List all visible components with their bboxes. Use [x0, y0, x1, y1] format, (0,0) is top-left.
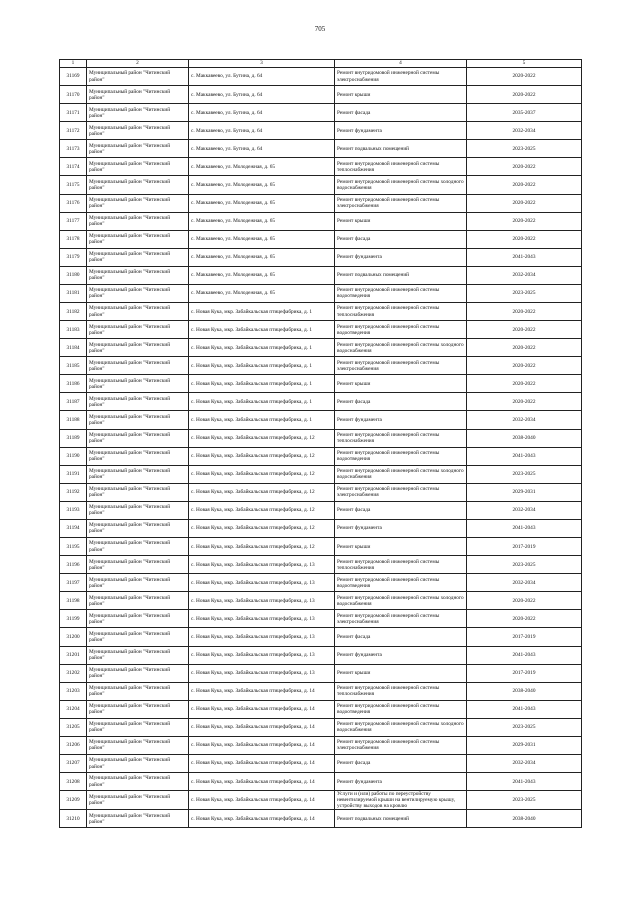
table-row — [60, 646, 582, 664]
district-cell: Муниципальный район "Читинский район" — [87, 429, 189, 447]
years-cell: 2041-2043 — [467, 447, 582, 465]
work-type-cell: Ремонт подвальных помещений — [335, 140, 467, 158]
address-cell: с. Маккавеево, ул. Молодежная, д. 65 — [189, 248, 335, 266]
table-row — [60, 682, 582, 700]
years-cell: 2032-2034 — [467, 501, 582, 519]
column-header-4: 4 — [335, 60, 467, 68]
table-row — [60, 429, 582, 447]
address-cell: с. Новая Кука, мкр. Забайкальская птицефабрика, д. 14 — [189, 700, 335, 718]
table-row — [60, 700, 582, 718]
column-header-5: 5 — [467, 60, 582, 68]
address-cell: с. Новая Кука, мкр. Забайкальская птицефабрика, д. 13 — [189, 628, 335, 646]
row-number-cell: 31172 — [60, 122, 87, 140]
address-cell: с. Маккавеево, ул. Молодежная, д. 65 — [189, 230, 335, 248]
row-number-cell: 31198 — [60, 592, 87, 610]
district-cell: Муниципальный район "Читинский район" — [87, 574, 189, 592]
table-row — [60, 556, 582, 574]
address-cell: с. Новая Кука, мкр. Забайкальская птицефабрика, д. 1 — [189, 321, 335, 339]
table-body — [60, 68, 582, 828]
address-cell: с. Маккавеево, ул. Молодежная, д. 65 — [189, 176, 335, 194]
address-cell: с. Новая Кука, мкр. Забайкальская птицефабрика, д. 13 — [189, 610, 335, 628]
work-type-cell: Ремонт внутридомовой инженерной системы теплоснабжения — [335, 429, 467, 447]
work-type-cell: Ремонт внутридомовой инженерной системы холодного водоснабжения — [335, 339, 467, 357]
work-type-cell: Ремонт внутридомовой инженерной системы водоотведения — [335, 574, 467, 592]
address-cell: с. Новая Кука, мкр. Забайкальская птицефабрика, д. 1 — [189, 393, 335, 411]
column-header-2: 2 — [87, 60, 189, 68]
work-type-cell: Ремонт крыши — [335, 86, 467, 104]
work-type-cell: Ремонт внутридомовой инженерной системы холодного водоснабжения — [335, 176, 467, 194]
address-cell: с. Маккавеево, ул. Молодежная, д. 65 — [189, 212, 335, 230]
row-number-cell: 31192 — [60, 483, 87, 501]
years-cell: 2020-2022 — [467, 339, 582, 357]
address-cell: с. Новая Кука, мкр. Забайкальская птицефабрика, д. 1 — [189, 303, 335, 321]
work-type-cell: Ремонт внутридомовой инженерной системы теплоснабжения — [335, 682, 467, 700]
row-number-cell: 31171 — [60, 104, 87, 122]
years-cell: 2020-2022 — [467, 357, 582, 375]
column-header-3: 3 — [189, 60, 335, 68]
address-cell: с. Маккавеево, ул. Бутина, д. 64 — [189, 68, 335, 86]
district-cell: Муниципальный район "Читинский район" — [87, 810, 189, 828]
years-cell: 2017-2019 — [467, 538, 582, 556]
row-number-cell: 31196 — [60, 556, 87, 574]
years-cell: 2032-2034 — [467, 122, 582, 140]
years-cell: 2029-2031 — [467, 736, 582, 754]
years-cell: 2041-2043 — [467, 519, 582, 537]
work-type-cell: Ремонт внутридомовой инженерной системы теплоснабжения — [335, 303, 467, 321]
work-type-cell: Ремонт внутридомовой инженерной системы водоотведения — [335, 447, 467, 465]
address-cell: с. Новая Кука, мкр. Забайкальская птицефабрика, д. 12 — [189, 519, 335, 537]
table-row — [60, 104, 582, 122]
address-cell: с. Новая Кука, мкр. Забайкальская птицефабрика, д. 12 — [189, 447, 335, 465]
row-number-cell: 31202 — [60, 664, 87, 682]
district-cell: Муниципальный район "Читинский район" — [87, 284, 189, 302]
district-cell: Муниципальный район "Читинский район" — [87, 266, 189, 284]
table-row — [60, 248, 582, 266]
years-cell: 2020-2022 — [467, 303, 582, 321]
years-cell: 2038-2040 — [467, 682, 582, 700]
table-row — [60, 483, 582, 501]
table-row — [60, 664, 582, 682]
district-cell: Муниципальный район "Читинский район" — [87, 556, 189, 574]
district-cell: Муниципальный район "Читинский район" — [87, 592, 189, 610]
row-number-cell: 31179 — [60, 248, 87, 266]
row-number-cell: 31184 — [60, 339, 87, 357]
years-cell: 2023-2025 — [467, 465, 582, 483]
work-type-cell: Ремонт внутридомовой инженерной системы электроснабжения — [335, 483, 467, 501]
row-number-cell: 31174 — [60, 158, 87, 176]
table-row — [60, 230, 582, 248]
address-cell: с. Новая Кука, мкр. Забайкальская птицефабрика, д. 13 — [189, 664, 335, 682]
years-cell: 2023-2025 — [467, 718, 582, 736]
work-type-cell: Ремонт фундамента — [335, 122, 467, 140]
district-cell: Муниципальный район "Читинский район" — [87, 447, 189, 465]
repair-schedule-table — [59, 59, 582, 828]
address-cell: с. Маккавеево, ул. Бутина, д. 64 — [189, 122, 335, 140]
address-cell: с. Новая Кука, мкр. Забайкальская птицефабрика, д. 13 — [189, 556, 335, 574]
years-cell: 2020-2022 — [467, 158, 582, 176]
years-cell: 2023-2025 — [467, 556, 582, 574]
work-type-cell: Ремонт крыши — [335, 664, 467, 682]
district-cell: Муниципальный район "Читинский район" — [87, 86, 189, 104]
years-cell: 2020-2022 — [467, 68, 582, 86]
row-number-cell: 31188 — [60, 411, 87, 429]
row-number-cell: 31183 — [60, 321, 87, 339]
address-cell: с. Новая Кука, мкр. Забайкальская птицефабрика, д. 14 — [189, 736, 335, 754]
work-type-cell: Ремонт крыши — [335, 375, 467, 393]
years-cell: 2017-2019 — [467, 664, 582, 682]
work-type-cell: Ремонт фундамента — [335, 646, 467, 664]
row-number-cell: 31194 — [60, 519, 87, 537]
table-row — [60, 303, 582, 321]
years-cell: 2023-2025 — [467, 140, 582, 158]
address-cell: с. Маккавеево, ул. Бутина, д. 64 — [189, 86, 335, 104]
header-row — [60, 60, 582, 68]
work-type-cell: Ремонт внутридомовой инженерной системы холодного водоснабжения — [335, 718, 467, 736]
row-number-cell: 31209 — [60, 791, 87, 810]
district-cell: Муниципальный район "Читинский район" — [87, 538, 189, 556]
address-cell: с. Новая Кука, мкр. Забайкальская птицефабрика, д. 1 — [189, 339, 335, 357]
work-type-cell: Ремонт внутридомовой инженерной системы водоотведения — [335, 284, 467, 302]
district-cell: Муниципальный район "Читинский район" — [87, 194, 189, 212]
district-cell: Муниципальный район "Читинский район" — [87, 610, 189, 628]
table-row — [60, 266, 582, 284]
work-type-cell: Ремонт крыши — [335, 538, 467, 556]
district-cell: Муниципальный район "Читинский район" — [87, 321, 189, 339]
years-cell: 2020-2022 — [467, 592, 582, 610]
table-row — [60, 538, 582, 556]
address-cell: с. Новая Кука, мкр. Забайкальская птицефабрика, д. 12 — [189, 483, 335, 501]
district-cell: Муниципальный район "Читинский район" — [87, 628, 189, 646]
district-cell: Муниципальный район "Читинский район" — [87, 339, 189, 357]
table-header — [60, 60, 582, 68]
district-cell: Муниципальный район "Читинский район" — [87, 411, 189, 429]
district-cell: Муниципальный район "Читинский район" — [87, 664, 189, 682]
row-number-cell: 31185 — [60, 357, 87, 375]
work-type-cell: Ремонт фасада — [335, 754, 467, 772]
address-cell: с. Маккавеево, ул. Бутина, д. 64 — [189, 104, 335, 122]
address-cell: с. Новая Кука, мкр. Забайкальская птицефабрика, д. 12 — [189, 429, 335, 447]
work-type-cell: Ремонт внутридомовой инженерной системы теплоснабжения — [335, 158, 467, 176]
table-row — [60, 375, 582, 393]
row-number-cell: 31182 — [60, 303, 87, 321]
work-type-cell: Ремонт фасада — [335, 628, 467, 646]
work-type-cell: Ремонт внутридомовой инженерной системы водоотведения — [335, 321, 467, 339]
district-cell: Муниципальный район "Читинский район" — [87, 122, 189, 140]
address-cell: с. Новая Кука, мкр. Забайкальская птицефабрика, д. 12 — [189, 538, 335, 556]
work-type-cell: Ремонт фасада — [335, 501, 467, 519]
years-cell: 2023-2025 — [467, 284, 582, 302]
years-cell: 2041-2043 — [467, 248, 582, 266]
address-cell: с. Новая Кука, мкр. Забайкальская птицефабрика, д. 14 — [189, 682, 335, 700]
work-type-cell: Ремонт внутридомовой инженерной системы холодного водоснабжения — [335, 465, 467, 483]
table-row — [60, 411, 582, 429]
district-cell: Муниципальный район "Читинский район" — [87, 303, 189, 321]
work-type-cell: Ремонт фундамента — [335, 248, 467, 266]
years-cell: 2029-2031 — [467, 483, 582, 501]
row-number-cell: 31170 — [60, 86, 87, 104]
work-type-cell: Ремонт внутридомовой инженерной системы электроснабжения — [335, 736, 467, 754]
years-cell: 2020-2022 — [467, 393, 582, 411]
address-cell: с. Новая Кука, мкр. Забайкальская птицефабрика, д. 12 — [189, 501, 335, 519]
row-number-cell: 31189 — [60, 429, 87, 447]
years-cell: 2020-2022 — [467, 610, 582, 628]
address-cell: с. Новая Кука, мкр. Забайкальская птицефабрика, д. 1 — [189, 357, 335, 375]
district-cell: Муниципальный район "Читинский район" — [87, 773, 189, 791]
table-row — [60, 176, 582, 194]
district-cell: Муниципальный район "Читинский район" — [87, 465, 189, 483]
work-type-cell: Ремонт подвальных помещений — [335, 266, 467, 284]
years-cell: 2038-2040 — [467, 429, 582, 447]
table-row — [60, 610, 582, 628]
address-cell: с. Новая Кука, мкр. Забайкальская птицефабрика, д. 13 — [189, 646, 335, 664]
years-cell: 2020-2022 — [467, 230, 582, 248]
district-cell: Муниципальный район "Читинский район" — [87, 754, 189, 772]
years-cell: 2020-2022 — [467, 176, 582, 194]
row-number-cell: 31200 — [60, 628, 87, 646]
table-row — [60, 447, 582, 465]
district-cell: Муниципальный район "Читинский район" — [87, 700, 189, 718]
table-row — [60, 736, 582, 754]
district-cell: Муниципальный район "Читинский район" — [87, 248, 189, 266]
work-type-cell: Ремонт внутридомовой инженерной системы холодного водоснабжения — [335, 592, 467, 610]
years-cell: 2020-2022 — [467, 194, 582, 212]
table-row — [60, 339, 582, 357]
address-cell: с. Маккавеево, ул. Молодежная, д. 65 — [189, 284, 335, 302]
table-row — [60, 501, 582, 519]
work-type-cell: Ремонт внутридомовой инженерной системы водоотведения — [335, 700, 467, 718]
district-cell: Муниципальный район "Читинский район" — [87, 736, 189, 754]
row-number-cell: 31191 — [60, 465, 87, 483]
district-cell: Муниципальный район "Читинский район" — [87, 501, 189, 519]
work-type-cell: Ремонт фундамента — [335, 411, 467, 429]
years-cell: 2020-2022 — [467, 86, 582, 104]
table-row — [60, 519, 582, 537]
years-cell: 2041-2043 — [467, 646, 582, 664]
address-cell: с. Новая Кука, мкр. Забайкальская птицефабрика, д. 1 — [189, 411, 335, 429]
district-cell: Муниципальный район "Читинский район" — [87, 375, 189, 393]
row-number-cell: 31203 — [60, 682, 87, 700]
work-type-cell: Ремонт внутридомовой инженерной системы электроснабжения — [335, 194, 467, 212]
address-cell: с. Новая Кука, мкр. Забайкальская птицефабрика, д. 14 — [189, 754, 335, 772]
years-cell: 2020-2022 — [467, 375, 582, 393]
years-cell: 2017-2019 — [467, 628, 582, 646]
table-row — [60, 791, 582, 810]
table-row — [60, 158, 582, 176]
district-cell: Муниципальный район "Читинский район" — [87, 158, 189, 176]
address-cell: с. Новая Кука, мкр. Забайкальская птицефабрика, д. 13 — [189, 574, 335, 592]
row-number-cell: 31187 — [60, 393, 87, 411]
table-row — [60, 140, 582, 158]
address-cell: с. Новая Кука, мкр. Забайкальская птицефабрика, д. 14 — [189, 791, 335, 810]
address-cell: с. Маккавеево, ул. Бутина, д. 64 — [189, 140, 335, 158]
table-row — [60, 122, 582, 140]
years-cell: 2020-2022 — [467, 212, 582, 230]
work-type-cell: Ремонт внутридомовой инженерной системы электроснабжения — [335, 357, 467, 375]
district-cell: Муниципальный район "Читинский район" — [87, 212, 189, 230]
table-row — [60, 773, 582, 791]
table-row — [60, 357, 582, 375]
work-type-cell: Ремонт фасада — [335, 104, 467, 122]
row-number-cell: 31190 — [60, 447, 87, 465]
years-cell: 2023-2025 — [467, 791, 582, 810]
address-cell: с. Новая Кука, мкр. Забайкальская птицефабрика, д. 12 — [189, 465, 335, 483]
work-type-cell: Ремонт внутридомовой инженерной системы теплоснабжения — [335, 556, 467, 574]
years-cell: 2041-2043 — [467, 700, 582, 718]
row-number-cell: 31201 — [60, 646, 87, 664]
row-number-cell: 31206 — [60, 736, 87, 754]
row-number-cell: 31195 — [60, 538, 87, 556]
table-row — [60, 628, 582, 646]
address-cell: с. Новая Кука, мкр. Забайкальская птицефабрика, д. 14 — [189, 718, 335, 736]
table-row — [60, 718, 582, 736]
row-number-cell: 31177 — [60, 212, 87, 230]
row-number-cell: 31181 — [60, 284, 87, 302]
row-number-cell: 31176 — [60, 194, 87, 212]
address-cell: с. Новая Кука, мкр. Забайкальская птицефабрика, д. 1 — [189, 375, 335, 393]
table-row — [60, 212, 582, 230]
column-header-1: 1 — [60, 60, 87, 68]
row-number-cell: 31186 — [60, 375, 87, 393]
district-cell: Муниципальный район "Читинский район" — [87, 646, 189, 664]
table-row — [60, 810, 582, 828]
years-cell: 2032-2034 — [467, 574, 582, 592]
address-cell: с. Маккавеево, ул. Молодежная, д. 65 — [189, 158, 335, 176]
address-cell: с. Новая Кука, мкр. Забайкальская птицефабрика, д. 14 — [189, 810, 335, 828]
years-cell: 2035-2037 — [467, 104, 582, 122]
table-row — [60, 574, 582, 592]
years-cell: 2032-2034 — [467, 411, 582, 429]
district-cell: Муниципальный район "Читинский район" — [87, 519, 189, 537]
address-cell: с. Маккавеево, ул. Молодежная, д. 65 — [189, 266, 335, 284]
work-type-cell: Ремонт внутридомовой инженерной системы электроснабжения — [335, 610, 467, 628]
district-cell: Муниципальный район "Читинский район" — [87, 68, 189, 86]
table-row — [60, 194, 582, 212]
work-type-cell: Ремонт крыши — [335, 212, 467, 230]
row-number-cell: 31169 — [60, 68, 87, 86]
years-cell: 2032-2034 — [467, 754, 582, 772]
district-cell: Муниципальный район "Читинский район" — [87, 140, 189, 158]
years-cell: 2041-2043 — [467, 773, 582, 791]
row-number-cell: 31207 — [60, 754, 87, 772]
work-type-cell: Услуги и (или) работы по переустройству невентилируемой крыши на вентилируемую крышу, устройству выходов на кровлю — [335, 791, 467, 810]
years-cell: 2032-2034 — [467, 266, 582, 284]
address-cell: с. Новая Кука, мкр. Забайкальская птицефабрика, д. 14 — [189, 773, 335, 791]
district-cell: Муниципальный район "Читинский район" — [87, 483, 189, 501]
district-cell: Муниципальный район "Читинский район" — [87, 230, 189, 248]
table-row — [60, 465, 582, 483]
row-number-cell: 31204 — [60, 700, 87, 718]
work-type-cell: Ремонт фундамента — [335, 519, 467, 537]
address-cell: с. Новая Кука, мкр. Забайкальская птицефабрика, д. 13 — [189, 592, 335, 610]
row-number-cell: 31175 — [60, 176, 87, 194]
address-cell: с. Маккавеево, ул. Молодежная, д. 65 — [189, 194, 335, 212]
table-row — [60, 393, 582, 411]
row-number-cell: 31208 — [60, 773, 87, 791]
work-type-cell: Ремонт подвальных помещений — [335, 810, 467, 828]
table-row — [60, 284, 582, 302]
district-cell: Муниципальный район "Читинский район" — [87, 357, 189, 375]
district-cell: Муниципальный район "Читинский район" — [87, 393, 189, 411]
page-number: 705 — [314, 25, 326, 33]
row-number-cell: 31199 — [60, 610, 87, 628]
work-type-cell: Ремонт фасада — [335, 230, 467, 248]
district-cell: Муниципальный район "Читинский район" — [87, 176, 189, 194]
table-row — [60, 754, 582, 772]
district-cell: Муниципальный район "Читинский район" — [87, 791, 189, 810]
row-number-cell: 31197 — [60, 574, 87, 592]
work-type-cell: Ремонт фасада — [335, 393, 467, 411]
row-number-cell: 31210 — [60, 810, 87, 828]
table-row — [60, 86, 582, 104]
row-number-cell: 31180 — [60, 266, 87, 284]
row-number-cell: 31173 — [60, 140, 87, 158]
table-row — [60, 321, 582, 339]
table-row — [60, 68, 582, 86]
row-number-cell: 31178 — [60, 230, 87, 248]
years-cell: 2020-2022 — [467, 321, 582, 339]
years-cell: 2038-2040 — [467, 810, 582, 828]
district-cell: Муниципальный район "Читинский район" — [87, 718, 189, 736]
work-type-cell: Ремонт внутридомовой инженерной системы электроснабжения — [335, 68, 467, 86]
table-row — [60, 592, 582, 610]
district-cell: Муниципальный район "Читинский район" — [87, 104, 189, 122]
work-type-cell: Ремонт фундамента — [335, 773, 467, 791]
row-number-cell: 31205 — [60, 718, 87, 736]
row-number-cell: 31193 — [60, 501, 87, 519]
district-cell: Муниципальный район "Читинский район" — [87, 682, 189, 700]
